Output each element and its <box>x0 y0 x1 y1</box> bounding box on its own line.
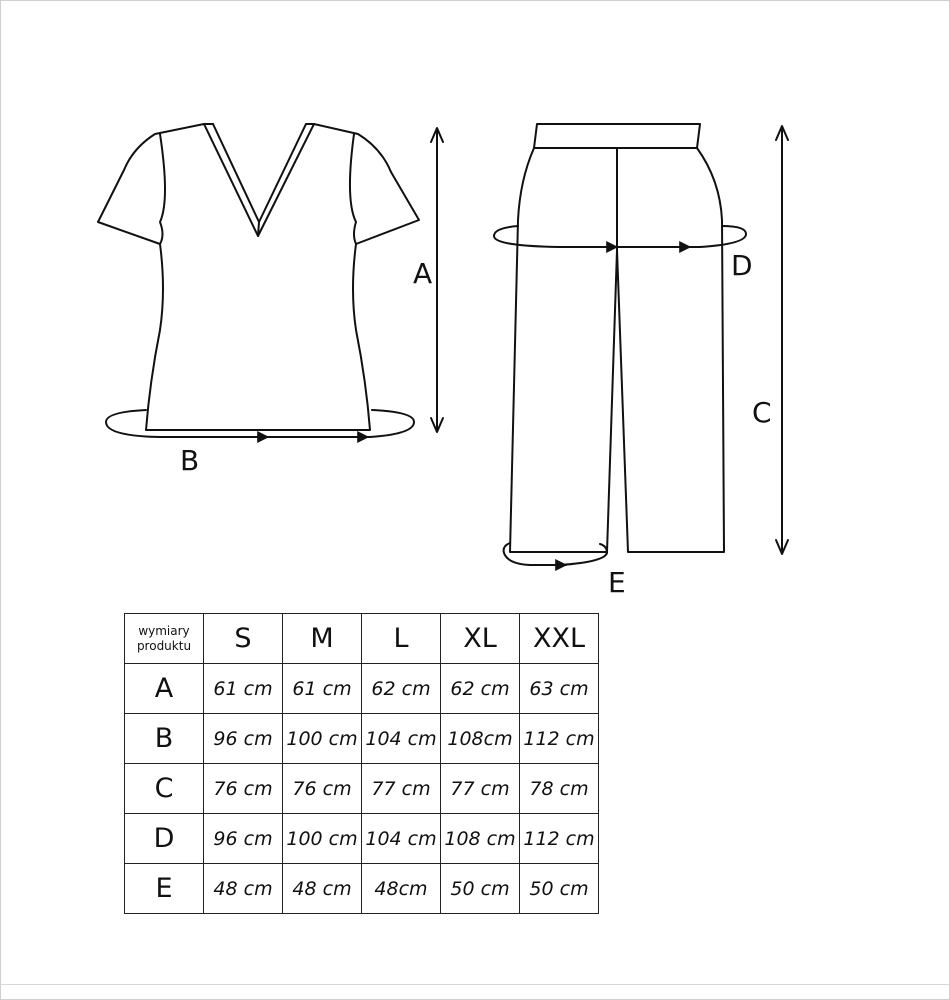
table-cell: 77 cm <box>441 764 520 814</box>
table-cell: 78 cm <box>520 764 599 814</box>
table-row <box>125 764 599 814</box>
label-b: B <box>180 444 200 477</box>
table-row <box>125 814 599 864</box>
table-cell: 62 cm <box>441 664 520 714</box>
label-d: D <box>731 249 753 282</box>
table-row <box>125 864 599 914</box>
size-header-s: S <box>204 614 283 664</box>
table-cell: 100 cm <box>283 814 362 864</box>
table-cell: 96 cm <box>204 714 283 764</box>
table-cell: 50 cm <box>441 864 520 914</box>
table-cell: 48 cm <box>283 864 362 914</box>
table-cell: 104 cm <box>362 714 441 764</box>
table-cell: 61 cm <box>283 664 362 714</box>
table-cell: 100 cm <box>283 714 362 764</box>
table-cell: 77 cm <box>362 764 441 814</box>
tshirt-outline <box>98 124 419 430</box>
label-e: E <box>608 566 626 599</box>
size-header-row <box>125 614 599 664</box>
table-corner-label <box>125 614 204 664</box>
table-cell: 61 cm <box>204 664 283 714</box>
measure-a-arrow <box>431 128 443 432</box>
table-cell: 48 cm <box>204 864 283 914</box>
table-cell: 50 cm <box>520 864 599 914</box>
table-cell: 48cm <box>362 864 441 914</box>
row-label-a: A <box>125 664 204 714</box>
label-a: A <box>413 257 433 290</box>
size-header-m: M <box>283 614 362 664</box>
size-header-xl: XL <box>441 614 520 664</box>
measure-c-arrow <box>776 126 788 554</box>
table-cell: 108cm <box>441 714 520 764</box>
row-label-b: B <box>125 714 204 764</box>
table-cell: 63 cm <box>520 664 599 714</box>
trousers-outline <box>510 124 724 552</box>
table-row <box>125 664 599 714</box>
table-row <box>125 714 599 764</box>
table-cell: 62 cm <box>362 664 441 714</box>
size-header-l: L <box>362 614 441 664</box>
table-cell: 76 cm <box>204 764 283 814</box>
row-label-e: E <box>125 864 204 914</box>
bottom-divider <box>0 984 950 985</box>
row-label-d: D <box>125 814 204 864</box>
table-cell: 96 cm <box>204 814 283 864</box>
size-header-xxl: XXL <box>520 614 599 664</box>
table-cell: 108 cm <box>441 814 520 864</box>
row-label-c: C <box>125 764 204 814</box>
label-c: C <box>752 396 772 429</box>
table-cell: 112 cm <box>520 814 599 864</box>
table-cell: 104 cm <box>362 814 441 864</box>
size-table <box>124 613 599 914</box>
corner-line-2: produktu <box>136 638 192 653</box>
table-cell: 112 cm <box>520 714 599 764</box>
table-cell: 76 cm <box>283 764 362 814</box>
measure-e-loop <box>504 543 607 565</box>
measure-d-loop <box>494 226 746 247</box>
corner-line-1: wymiary <box>138 623 190 638</box>
